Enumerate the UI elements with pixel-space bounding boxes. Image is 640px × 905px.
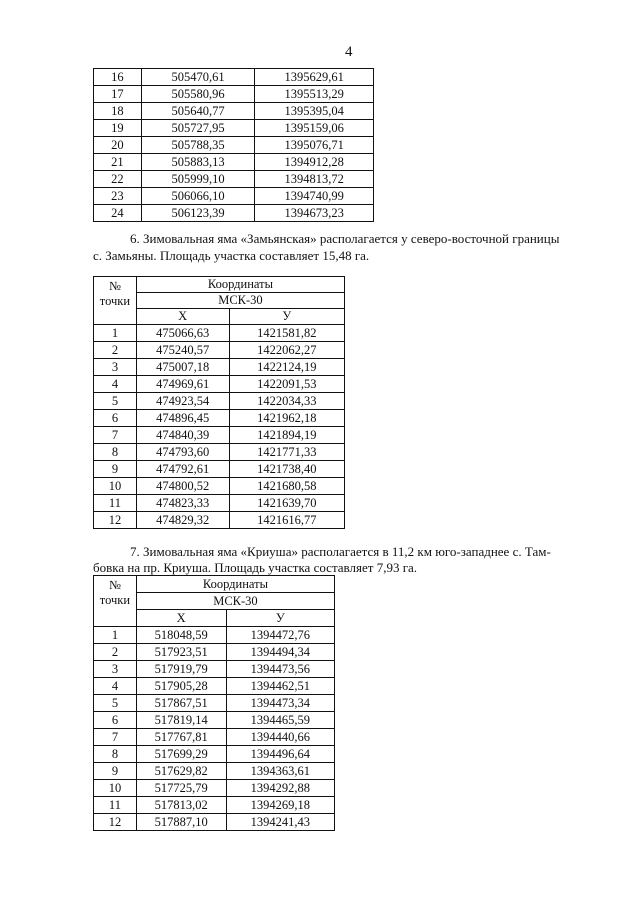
y-coordinate-cell: 1421616,77 (229, 512, 345, 529)
point-number-cell: 8 (94, 746, 137, 763)
x-coordinate-cell: 475240,57 (136, 342, 229, 359)
point-number-cell: 3 (94, 359, 137, 376)
table-row (94, 780, 335, 797)
point-number-cell: 4 (94, 678, 137, 695)
y-coordinate-cell: 1395629,61 (255, 69, 374, 86)
point-number-cell: 16 (94, 69, 142, 86)
table-row (94, 478, 345, 495)
header-point-label: точки (99, 294, 131, 308)
x-coordinate-cell: 475066,63 (136, 325, 229, 342)
x-coordinate-cell: 506123,39 (141, 205, 255, 222)
x-coordinate-cell: 505883,13 (141, 154, 255, 171)
x-coordinate-cell: 474969,61 (136, 376, 229, 393)
point-number-cell: 18 (94, 103, 142, 120)
table-row (94, 661, 335, 678)
table-row (94, 359, 345, 376)
y-coordinate-cell: 1394813,72 (255, 171, 374, 188)
point-number-cell: 10 (94, 780, 137, 797)
x-coordinate-cell: 474829,32 (136, 512, 229, 529)
point-number-cell: 6 (94, 712, 137, 729)
point-number-cell: 22 (94, 171, 142, 188)
point-number-cell: 19 (94, 120, 142, 137)
table-row (94, 120, 374, 137)
y-coordinate-cell: 1394241,43 (226, 814, 335, 831)
coordinates-table-kriusha (93, 575, 335, 831)
header-no-symbol: № (108, 279, 121, 293)
x-coordinate-cell: 505580,96 (141, 86, 255, 103)
header-y: У (229, 309, 345, 325)
point-number-cell: 2 (94, 644, 137, 661)
point-number-cell: 11 (94, 797, 137, 814)
x-coordinate-cell: 474823,33 (136, 495, 229, 512)
y-coordinate-cell: 1422124,19 (229, 359, 345, 376)
point-number-cell: 21 (94, 154, 142, 171)
table-row (94, 376, 345, 393)
header-coordinate-system: МСК-30 (136, 593, 334, 610)
table-row (94, 512, 345, 529)
table-row (94, 746, 335, 763)
table-row (94, 205, 374, 222)
point-number-cell: 9 (94, 763, 137, 780)
point-number-cell: 5 (94, 393, 137, 410)
header-point-number (94, 277, 137, 325)
point-number-cell: 8 (94, 444, 137, 461)
y-coordinate-cell: 1421894,19 (229, 427, 345, 444)
x-coordinate-cell: 517725,79 (136, 780, 226, 797)
point-number-cell: 6 (94, 410, 137, 427)
section-6-line-2: с. Замьяны. Площадь участка составляет 15,48 га. (93, 248, 370, 263)
table-row (94, 103, 374, 120)
table-row (94, 154, 374, 171)
table-row (94, 410, 345, 427)
x-coordinate-cell: 505470,61 (141, 69, 255, 86)
y-coordinate-cell: 1395395,04 (255, 103, 374, 120)
x-coordinate-cell: 474800,52 (136, 478, 229, 495)
x-coordinate-cell: 474923,54 (136, 393, 229, 410)
table-row (94, 627, 335, 644)
x-coordinate-cell: 505999,10 (141, 171, 255, 188)
header-x: Х (136, 309, 229, 325)
table-row (94, 171, 374, 188)
table-body (94, 627, 335, 831)
point-number-cell: 1 (94, 325, 137, 342)
point-number-cell: 3 (94, 661, 137, 678)
header-y: У (226, 610, 335, 627)
header-coordinates: Координаты (136, 576, 334, 593)
point-number-cell: 24 (94, 205, 142, 222)
x-coordinate-cell: 505727,95 (141, 120, 255, 137)
y-coordinate-cell: 1421962,18 (229, 410, 345, 427)
y-coordinate-cell: 1395076,71 (255, 137, 374, 154)
table-row (94, 86, 374, 103)
x-coordinate-cell: 517867,51 (136, 695, 226, 712)
x-coordinate-cell: 517813,02 (136, 797, 226, 814)
section-7-line-1: 7. Зимовальная яма «Криуша» располагается в 11,2 км юго-западнее с. Там- (130, 544, 551, 559)
y-coordinate-cell: 1421680,58 (229, 478, 345, 495)
table-row (94, 69, 374, 86)
table-row (94, 188, 374, 205)
point-number-cell: 1 (94, 627, 137, 644)
x-coordinate-cell: 505640,77 (141, 103, 255, 120)
header-coordinate-system: МСК-30 (136, 293, 344, 309)
table-row (94, 763, 335, 780)
point-number-cell: 5 (94, 695, 137, 712)
coordinates-table-zamyanskaya (93, 276, 345, 529)
point-number-cell: 9 (94, 461, 137, 478)
point-number-cell: 7 (94, 729, 137, 746)
table-row (94, 644, 335, 661)
x-coordinate-cell: 506066,10 (141, 188, 255, 205)
header-point-label: точки (99, 593, 131, 607)
x-coordinate-cell: 517919,79 (136, 661, 226, 678)
y-coordinate-cell: 1394440,66 (226, 729, 335, 746)
y-coordinate-cell: 1394462,51 (226, 678, 335, 695)
y-coordinate-cell: 1394269,18 (226, 797, 335, 814)
table-row (94, 712, 335, 729)
x-coordinate-cell: 475007,18 (136, 359, 229, 376)
x-coordinate-cell: 517905,28 (136, 678, 226, 695)
x-coordinate-cell: 474793,60 (136, 444, 229, 461)
y-coordinate-cell: 1394473,56 (226, 661, 335, 678)
point-number-cell: 17 (94, 86, 142, 103)
x-coordinate-cell: 517887,10 (136, 814, 226, 831)
y-coordinate-cell: 1421581,82 (229, 325, 345, 342)
point-number-cell: 2 (94, 342, 137, 359)
y-coordinate-cell: 1422034,33 (229, 393, 345, 410)
y-coordinate-cell: 1394472,76 (226, 627, 335, 644)
point-number-cell: 10 (94, 478, 137, 495)
point-number-cell: 20 (94, 137, 142, 154)
point-number-cell: 12 (94, 814, 137, 831)
x-coordinate-cell: 517819,14 (136, 712, 226, 729)
y-coordinate-cell: 1394292,88 (226, 780, 335, 797)
table-row (94, 678, 335, 695)
table-row (94, 695, 335, 712)
y-coordinate-cell: 1394740,99 (255, 188, 374, 205)
y-coordinate-cell: 1395159,06 (255, 120, 374, 137)
header-x: Х (136, 610, 226, 627)
coordinates-table-continued (93, 68, 374, 222)
x-coordinate-cell: 505788,35 (141, 137, 255, 154)
y-coordinate-cell: 1394673,23 (255, 205, 374, 222)
y-coordinate-cell: 1394912,28 (255, 154, 374, 171)
header-point-number (94, 576, 137, 627)
table-row (94, 427, 345, 444)
point-number-cell: 12 (94, 512, 137, 529)
x-coordinate-cell: 517923,51 (136, 644, 226, 661)
table-body (94, 69, 374, 222)
y-coordinate-cell: 1394363,61 (226, 763, 335, 780)
table-row (94, 814, 335, 831)
table-row (94, 797, 335, 814)
y-coordinate-cell: 1421738,40 (229, 461, 345, 478)
table-row (94, 461, 345, 478)
x-coordinate-cell: 517699,29 (136, 746, 226, 763)
y-coordinate-cell: 1394473,34 (226, 695, 335, 712)
page-number: 4 (345, 44, 353, 60)
y-coordinate-cell: 1422091,53 (229, 376, 345, 393)
y-coordinate-cell: 1394465,59 (226, 712, 335, 729)
x-coordinate-cell: 474792,61 (136, 461, 229, 478)
section-7-line-2: бовка на пр. Криуша. Площадь участка составляет 7,93 га. (93, 560, 418, 575)
point-number-cell: 11 (94, 495, 137, 512)
table-row (94, 729, 335, 746)
table-row (94, 325, 345, 342)
x-coordinate-cell: 518048,59 (136, 627, 226, 644)
y-coordinate-cell: 1421639,70 (229, 495, 345, 512)
table-row (94, 444, 345, 461)
point-number-cell: 7 (94, 427, 137, 444)
table-row (94, 137, 374, 154)
table-body (94, 325, 345, 529)
table-row (94, 393, 345, 410)
y-coordinate-cell: 1395513,29 (255, 86, 374, 103)
point-number-cell: 4 (94, 376, 137, 393)
y-coordinate-cell: 1394494,34 (226, 644, 335, 661)
y-coordinate-cell: 1421771,33 (229, 444, 345, 461)
x-coordinate-cell: 517767,81 (136, 729, 226, 746)
section-6-line-1: 6. Зимовальная яма «Замьянская» располагается у северо-восточной границы (130, 231, 560, 246)
x-coordinate-cell: 474896,45 (136, 410, 229, 427)
table-row (94, 495, 345, 512)
point-number-cell: 23 (94, 188, 142, 205)
table-row (94, 342, 345, 359)
x-coordinate-cell: 517629,82 (136, 763, 226, 780)
y-coordinate-cell: 1394496,64 (226, 746, 335, 763)
y-coordinate-cell: 1422062,27 (229, 342, 345, 359)
x-coordinate-cell: 474840,39 (136, 427, 229, 444)
header-no-symbol: № (108, 578, 121, 592)
header-coordinates: Координаты (136, 277, 344, 293)
